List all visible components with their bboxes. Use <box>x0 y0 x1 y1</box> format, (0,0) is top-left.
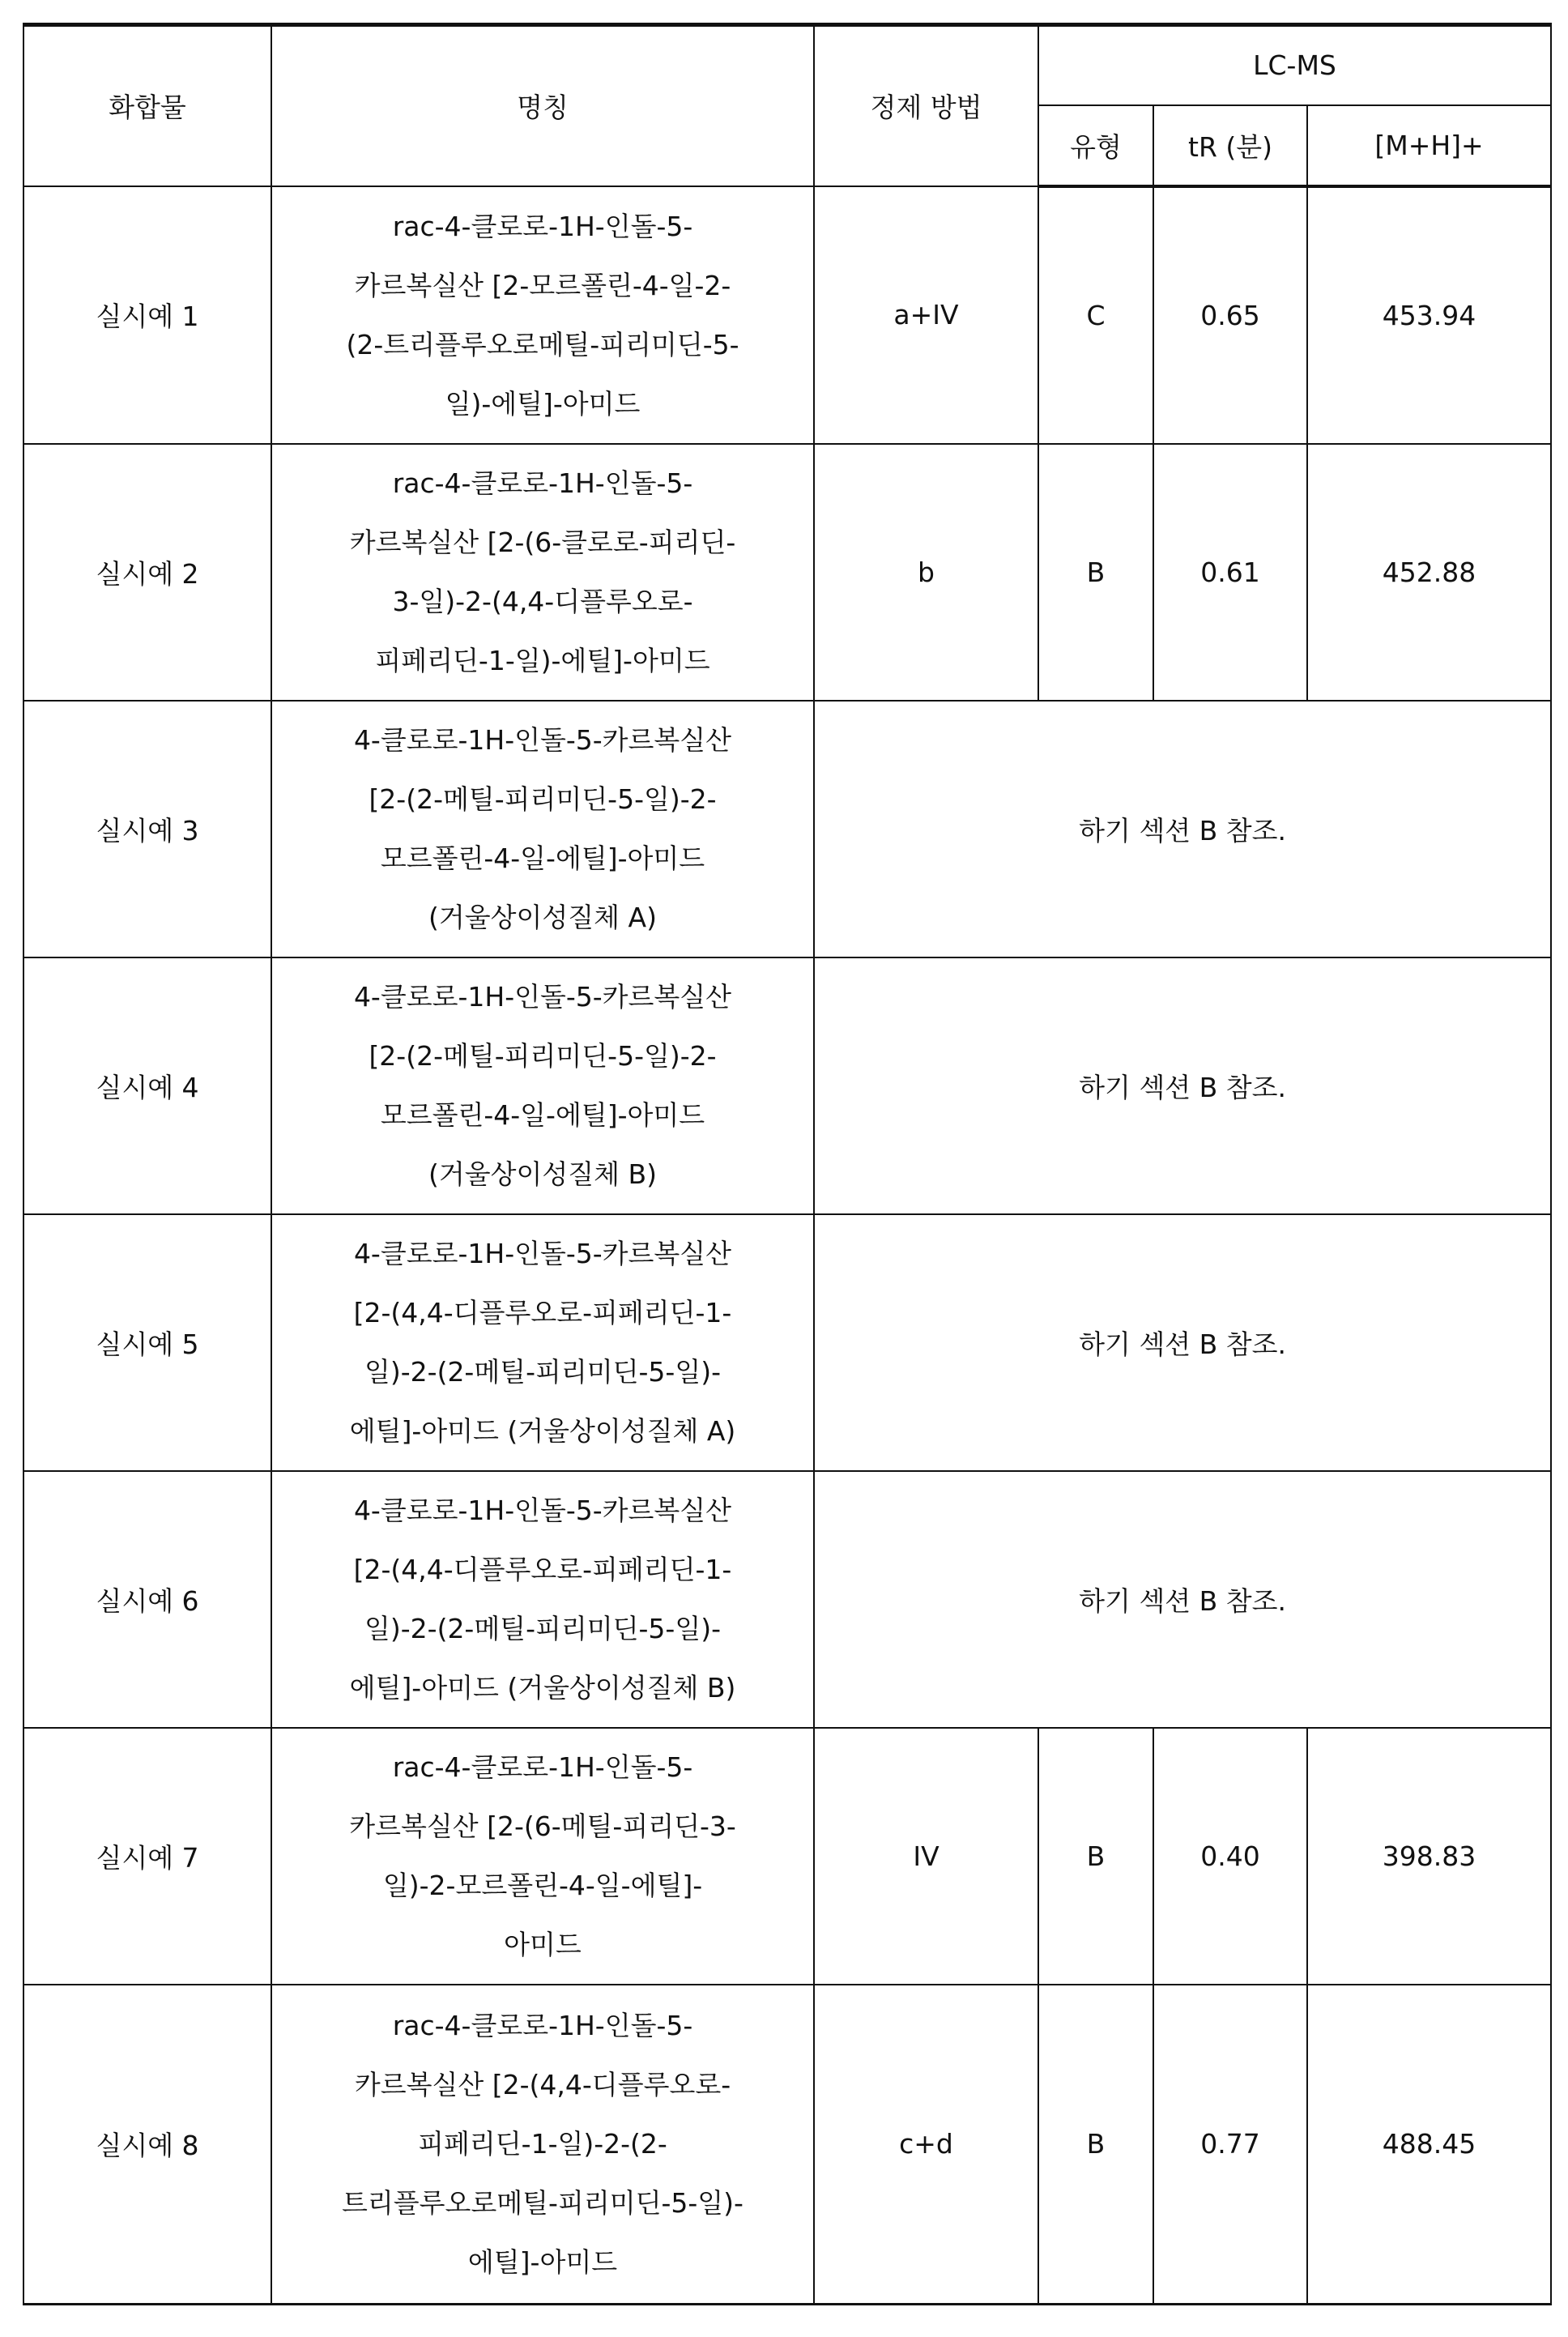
header-mh: [M+H]+ <box>1307 105 1551 186</box>
compound-cell: 실시예 1 <box>23 186 271 444</box>
name-cell <box>271 1471 814 1728</box>
table-row <box>23 186 1551 444</box>
name-line: 피페리딘-1-일)-에틸]-아미드 <box>280 631 805 690</box>
mh-cell: 398.83 <box>1307 1728 1551 1985</box>
type-cell: B <box>1038 1728 1153 1985</box>
header-type: 유형 <box>1038 105 1153 186</box>
name-line: 카르복실산 [2-(6-메틸-피리딘-3- <box>280 1797 805 1856</box>
tr-cell: 0.77 <box>1153 1985 1307 2305</box>
purification-cell: a+IV <box>814 186 1038 444</box>
note-cell: 하기 섹션 B 참조. <box>814 1214 1551 1471</box>
compound-cell: 실시예 7 <box>23 1728 271 1985</box>
name-line: 에틸]-아미드 <box>280 2233 805 2292</box>
table-row <box>23 1214 1551 1471</box>
tr-cell: 0.65 <box>1153 186 1307 444</box>
name-cell <box>271 444 814 701</box>
compound-cell: 실시예 2 <box>23 444 271 701</box>
name-cell <box>271 1985 814 2305</box>
name-line: 모르폴린-4-일-에틸]-아미드 <box>280 1085 805 1145</box>
type-cell: B <box>1038 444 1153 701</box>
tr-cell: 0.40 <box>1153 1728 1307 1985</box>
mh-cell: 453.94 <box>1307 186 1551 444</box>
header-lcms: LC-MS <box>1038 25 1551 105</box>
name-line: rac-4-클로로-1H-인돌-5- <box>280 1996 805 2055</box>
name-line: 에틸]-아미드 (거울상이성질체 B) <box>280 1658 805 1717</box>
name-line: 모르폴린-4-일-에틸]-아미드 <box>280 829 805 888</box>
name-line: 4-클로로-1H-인돌-5-카르복실산 <box>280 710 805 770</box>
header-tr: tR (분) <box>1153 105 1307 186</box>
name-cell <box>271 1214 814 1471</box>
table-row <box>23 957 1551 1214</box>
name-line: (2-트리플루오로메틸-피리미딘-5- <box>280 315 805 374</box>
tr-cell: 0.61 <box>1153 444 1307 701</box>
mh-cell: 488.45 <box>1307 1985 1551 2305</box>
name-cell <box>271 186 814 444</box>
name-line: rac-4-클로로-1H-인돌-5- <box>280 197 805 256</box>
name-line: rac-4-클로로-1H-인돌-5- <box>280 454 805 513</box>
name-line: 카르복실산 [2-모르폴린-4-일-2- <box>280 256 805 315</box>
purification-cell: c+d <box>814 1985 1038 2305</box>
name-line: 트리플루오로메틸-피리미딘-5-일)- <box>280 2173 805 2233</box>
compound-cell: 실시예 4 <box>23 957 271 1214</box>
name-cell <box>271 1728 814 1985</box>
name-line: 카르복실산 [2-(4,4-디플루오로- <box>280 2055 805 2114</box>
compound-cell: 실시예 3 <box>23 701 271 957</box>
compound-cell: 실시예 6 <box>23 1471 271 1728</box>
name-line: [2-(4,4-디플루오로-피페리딘-1- <box>280 1283 805 1342</box>
compound-cell: 실시예 8 <box>23 1985 271 2305</box>
name-line: 일)-2-모르폴린-4-일-에틸]- <box>280 1856 805 1915</box>
type-cell: C <box>1038 186 1153 444</box>
header-compound: 화합물 <box>23 25 271 186</box>
compound-cell: 실시예 5 <box>23 1214 271 1471</box>
name-line: [2-(2-메틸-피리미딘-5-일)-2- <box>280 770 805 829</box>
name-line: 일)-2-(2-메틸-피리미딘-5-일)- <box>280 1599 805 1658</box>
name-line: 카르복실산 [2-(6-클로로-피리딘- <box>280 513 805 572</box>
purification-cell: b <box>814 444 1038 701</box>
name-line: 일)-2-(2-메틸-피리미딘-5-일)- <box>280 1342 805 1401</box>
note-cell: 하기 섹션 B 참조. <box>814 701 1551 957</box>
name-line: [2-(2-메틸-피리미딘-5-일)-2- <box>280 1026 805 1085</box>
table-row <box>23 701 1551 957</box>
name-cell <box>271 957 814 1214</box>
name-line: 4-클로로-1H-인돌-5-카르복실산 <box>280 1481 805 1540</box>
table-row <box>23 444 1551 701</box>
table-body <box>23 186 1551 2305</box>
name-line: [2-(4,4-디플루오로-피페리딘-1- <box>280 1540 805 1599</box>
name-line: 3-일)-2-(4,4-디플루오로- <box>280 572 805 631</box>
name-line: 일)-에틸]-아미드 <box>280 374 805 433</box>
type-cell: B <box>1038 1985 1153 2305</box>
name-line: 피페리딘-1-일)-2-(2- <box>280 2114 805 2173</box>
table-row <box>23 1985 1551 2305</box>
name-line: (거울상이성질체 B) <box>280 1145 805 1204</box>
table-row <box>23 1728 1551 1985</box>
purification-cell: IV <box>814 1728 1038 1985</box>
header-name: 명칭 <box>271 25 814 186</box>
name-cell <box>271 701 814 957</box>
header-purification: 정제 방법 <box>814 25 1038 186</box>
name-line: 아미드 <box>280 1915 805 1974</box>
name-line: 에틸]-아미드 (거울상이성질체 A) <box>280 1401 805 1461</box>
name-line: rac-4-클로로-1H-인돌-5- <box>280 1738 805 1797</box>
name-line: (거울상이성질체 A) <box>280 888 805 947</box>
name-line: 4-클로로-1H-인돌-5-카르복실산 <box>280 967 805 1026</box>
note-cell: 하기 섹션 B 참조. <box>814 1471 1551 1728</box>
note-cell: 하기 섹션 B 참조. <box>814 957 1551 1214</box>
compound-table <box>23 23 1552 2305</box>
mh-cell: 452.88 <box>1307 444 1551 701</box>
name-line: 4-클로로-1H-인돌-5-카르복실산 <box>280 1224 805 1283</box>
table-row <box>23 1471 1551 1728</box>
